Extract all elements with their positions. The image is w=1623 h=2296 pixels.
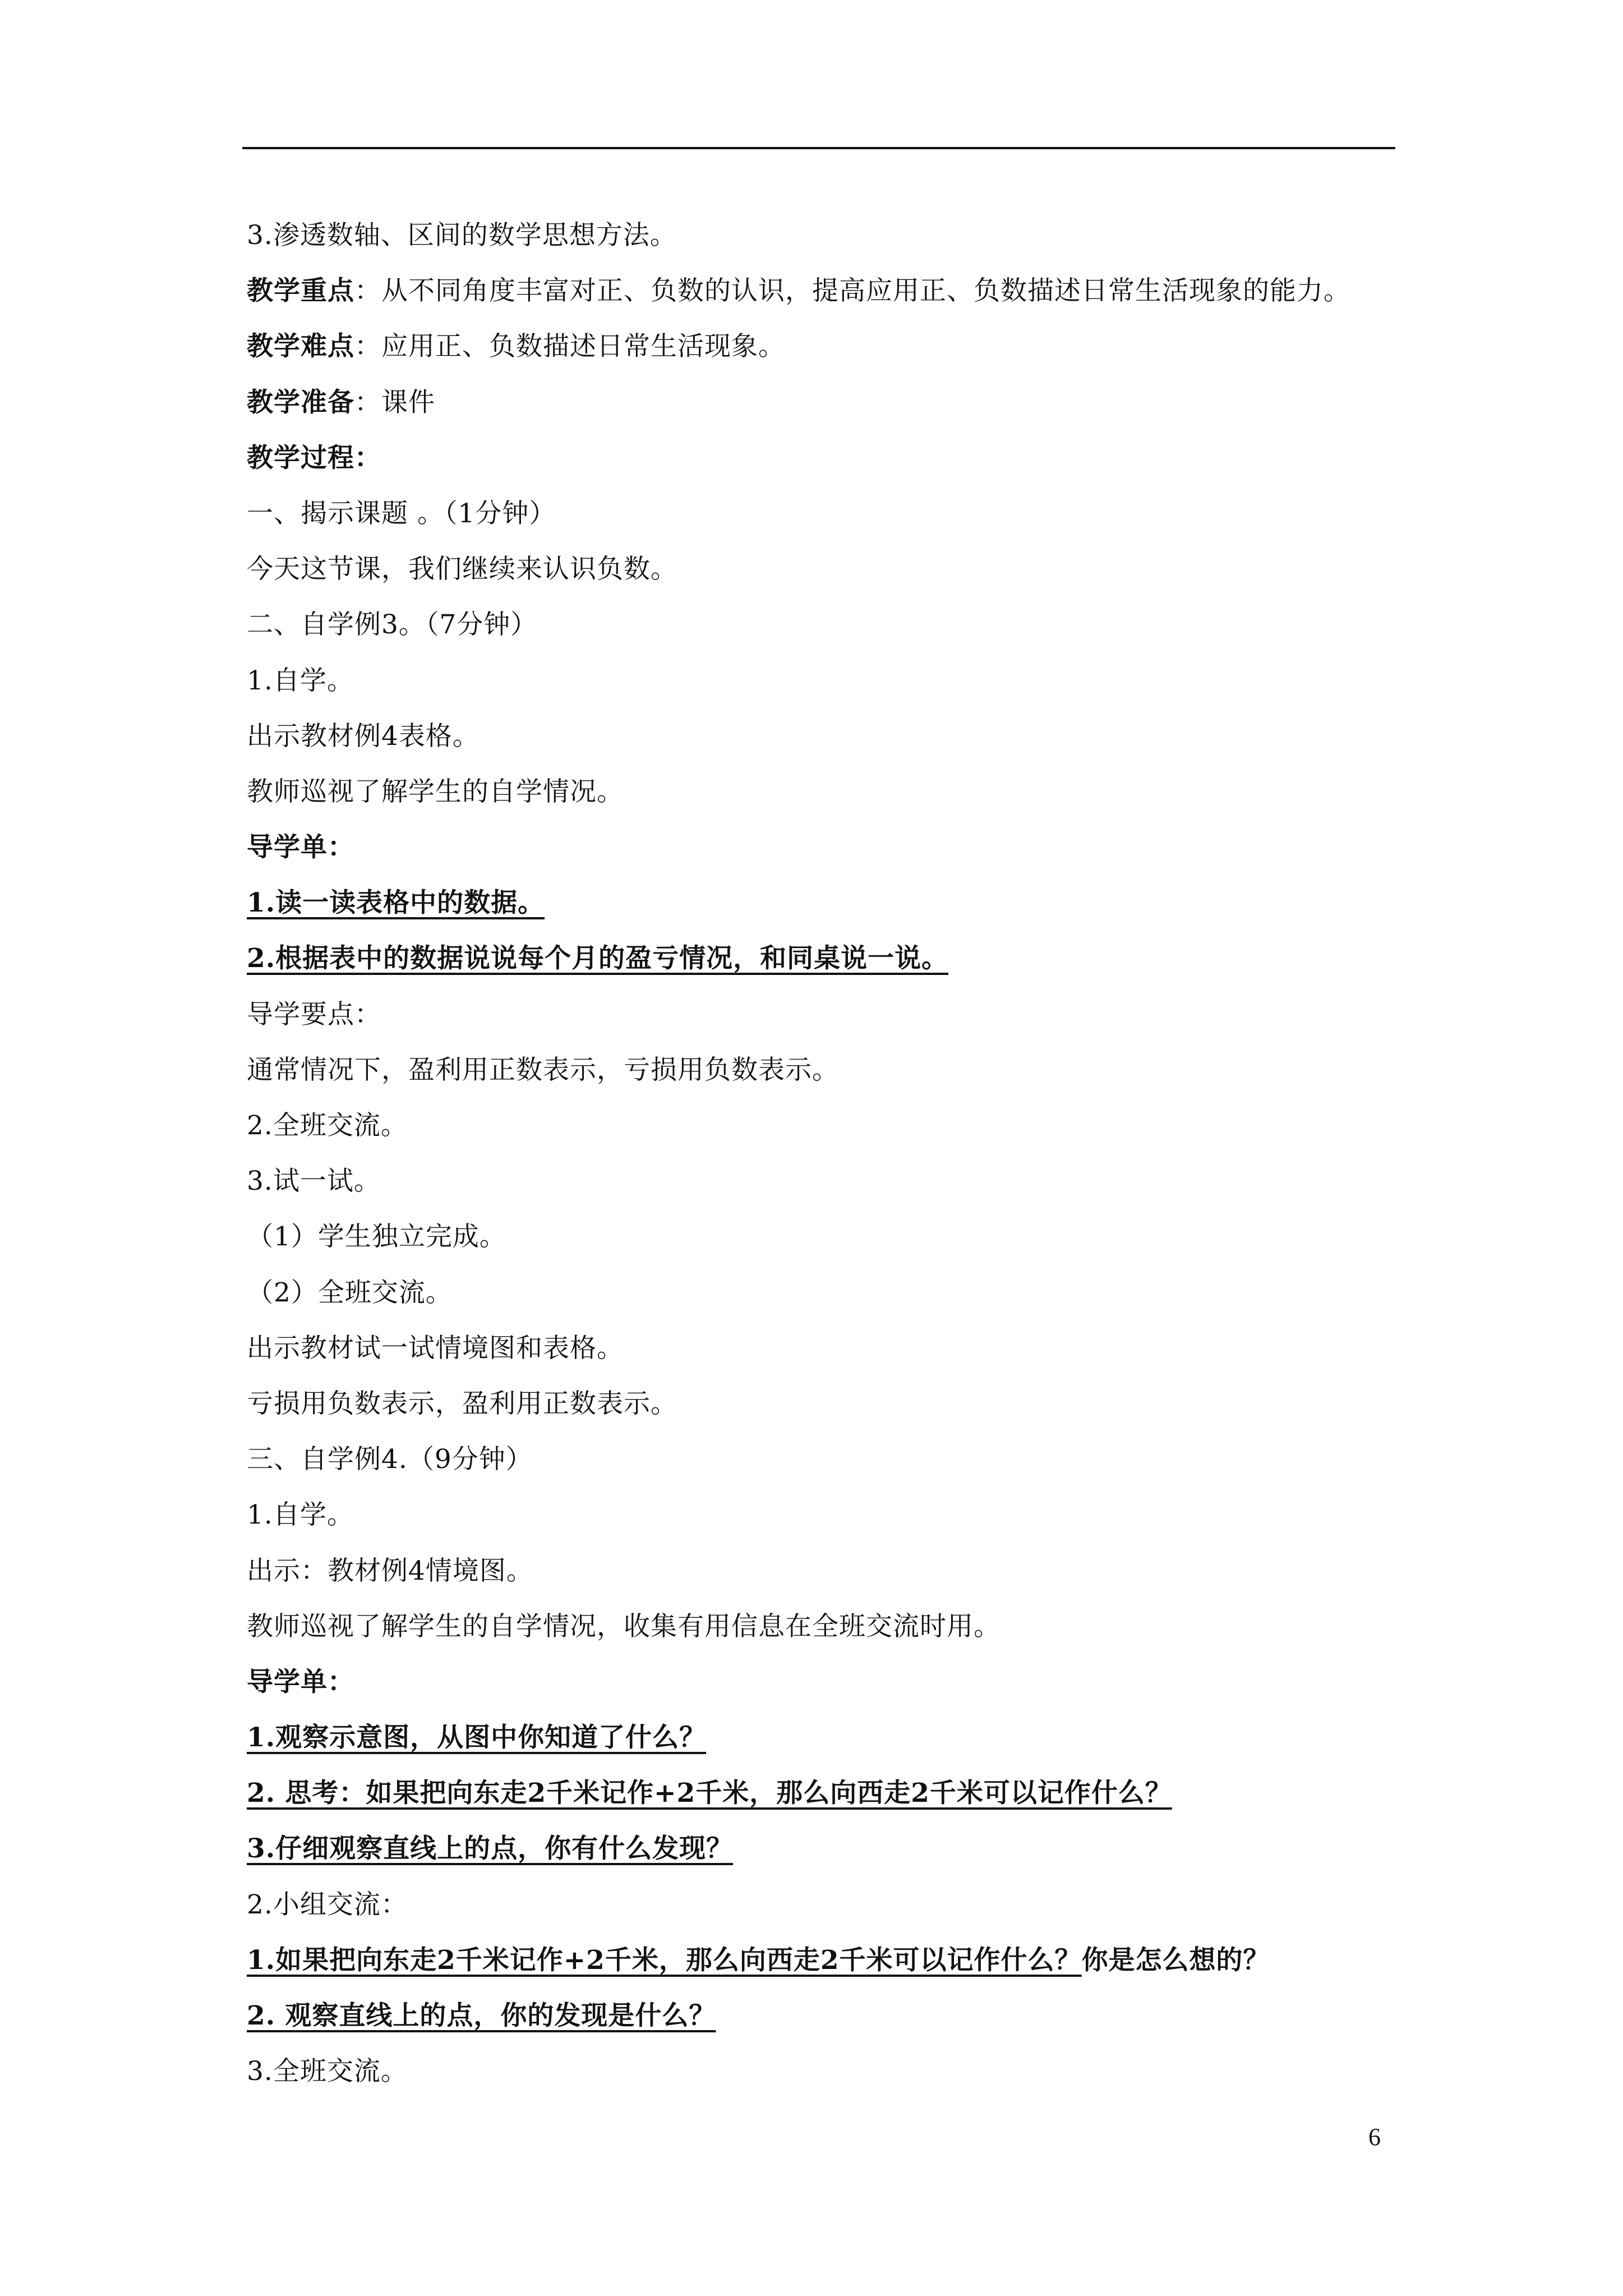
text-line <box>247 764 1402 820</box>
text-segment: 3.仔细观察直线上的点，你有什么发现？ <box>247 1833 734 1865</box>
text-line <box>247 2044 1402 2099</box>
text-line <box>247 1265 1402 1320</box>
text-segment: ：课件 <box>354 386 435 418</box>
header-rule <box>242 147 1395 149</box>
text-segment: 教师巡视了解学生的自学情况，收集有用信息在全班交流时用。 <box>247 1611 1000 1642</box>
text-segment: 教学过程： <box>247 442 381 473</box>
text-segment: ：应用正、负数描述日常生活现象。 <box>354 331 785 362</box>
text-segment: 教学准备 <box>247 386 354 418</box>
text-line <box>247 597 1402 652</box>
text-segment: 1.自学。 <box>247 1499 354 1531</box>
text-line <box>247 319 1402 374</box>
text-segment: 1.如果把向东走2千米记作+2千米，那么向西走2千米可以记作什么？ <box>247 1944 1082 1976</box>
text-segment: 教师巡视了解学生的自学情况。 <box>247 776 624 807</box>
text-segment: 通常情况下，盈利用正数表示，亏损用负数表示。 <box>247 1054 839 1085</box>
text-segment: （1）学生独立完成。 <box>247 1221 506 1253</box>
text-segment: ：从不同角度丰富对正、负数的认识，提高应用正、负数描述日常生活现象的能力。 <box>354 275 1350 307</box>
text-line <box>247 708 1402 764</box>
document-body <box>247 208 1402 2099</box>
text-segment: 出示教材试一试情境图和表格。 <box>247 1332 624 1364</box>
text-segment: 导学要点： <box>247 999 381 1030</box>
text-segment: 教学难点 <box>247 331 354 362</box>
text-line <box>247 1209 1402 1264</box>
text-segment: 导学单： <box>247 832 354 863</box>
page-number: 6 <box>1368 2123 1381 2151</box>
text-segment: 亏损用负数表示，盈利用正数表示。 <box>247 1388 677 1419</box>
text-segment: 出示：教材例4情境图。 <box>247 1555 533 1586</box>
text-line <box>247 375 1402 430</box>
text-line <box>247 1153 1402 1209</box>
text-line <box>247 1376 1402 1432</box>
text-segment: 2. 观察直线上的点，你的发现是什么？ <box>247 2000 716 2031</box>
text-line <box>247 1988 1402 2044</box>
text-segment: 今天这节课，我们继续来认识负数。 <box>247 554 677 585</box>
text-segment: 三、自学例4.（9分钟） <box>247 1444 533 1475</box>
text-segment: （2）全班交流。 <box>247 1277 453 1308</box>
text-segment: 一、揭示课题 。（1分钟） <box>247 498 556 529</box>
text-line <box>247 1821 1402 1876</box>
text-line <box>247 987 1402 1042</box>
text-segment: 2.根据表中的数据说说每个月的盈亏情况，和同桌说一说。 <box>247 943 949 974</box>
text-line <box>247 1877 1402 1932</box>
text-line <box>247 1599 1402 1654</box>
text-segment: 2.全班交流。 <box>247 1110 408 1141</box>
text-line <box>247 430 1402 486</box>
text-segment: 1.观察示意图，从图中你知道了什么？ <box>247 1722 707 1754</box>
text-segment: 你是怎么想的？ <box>1081 1944 1270 1976</box>
text-segment: 1.读一读表格中的数据。 <box>247 887 545 919</box>
text-line <box>247 820 1402 875</box>
text-line <box>247 875 1402 931</box>
text-segment: 2. 思考：如果把向东走2千米记作+2千米，那么向西走2千米可以记作什么？ <box>247 1778 1172 1809</box>
text-segment: 1.自学。 <box>247 665 354 696</box>
text-line <box>247 931 1402 986</box>
text-line <box>247 1543 1402 1599</box>
text-line <box>247 208 1402 263</box>
text-segment: 导学单： <box>247 1666 354 1697</box>
text-line <box>247 653 1402 708</box>
text-line <box>247 1932 1402 1988</box>
text-line <box>247 1710 1402 1765</box>
text-line <box>247 486 1402 541</box>
text-line <box>247 1487 1402 1543</box>
text-line <box>247 1320 1402 1376</box>
text-segment: 2.小组交流： <box>247 1889 408 1920</box>
text-segment: 出示教材例4表格。 <box>247 720 479 752</box>
text-line <box>247 1765 1402 1821</box>
text-segment: 3.全班交流。 <box>247 2056 408 2087</box>
text-line <box>247 1098 1402 1153</box>
text-segment: 二、自学例3。（7分钟） <box>247 609 538 641</box>
text-line <box>247 263 1402 319</box>
text-line <box>247 1042 1402 1098</box>
text-segment: 教学重点 <box>247 275 354 307</box>
text-segment: 3.试一试。 <box>247 1166 381 1197</box>
text-line <box>247 1654 1402 1710</box>
text-line <box>247 1432 1402 1487</box>
text-line <box>247 541 1402 597</box>
text-segment: 3.渗透数轴、区间的数学思想方法。 <box>247 220 677 251</box>
